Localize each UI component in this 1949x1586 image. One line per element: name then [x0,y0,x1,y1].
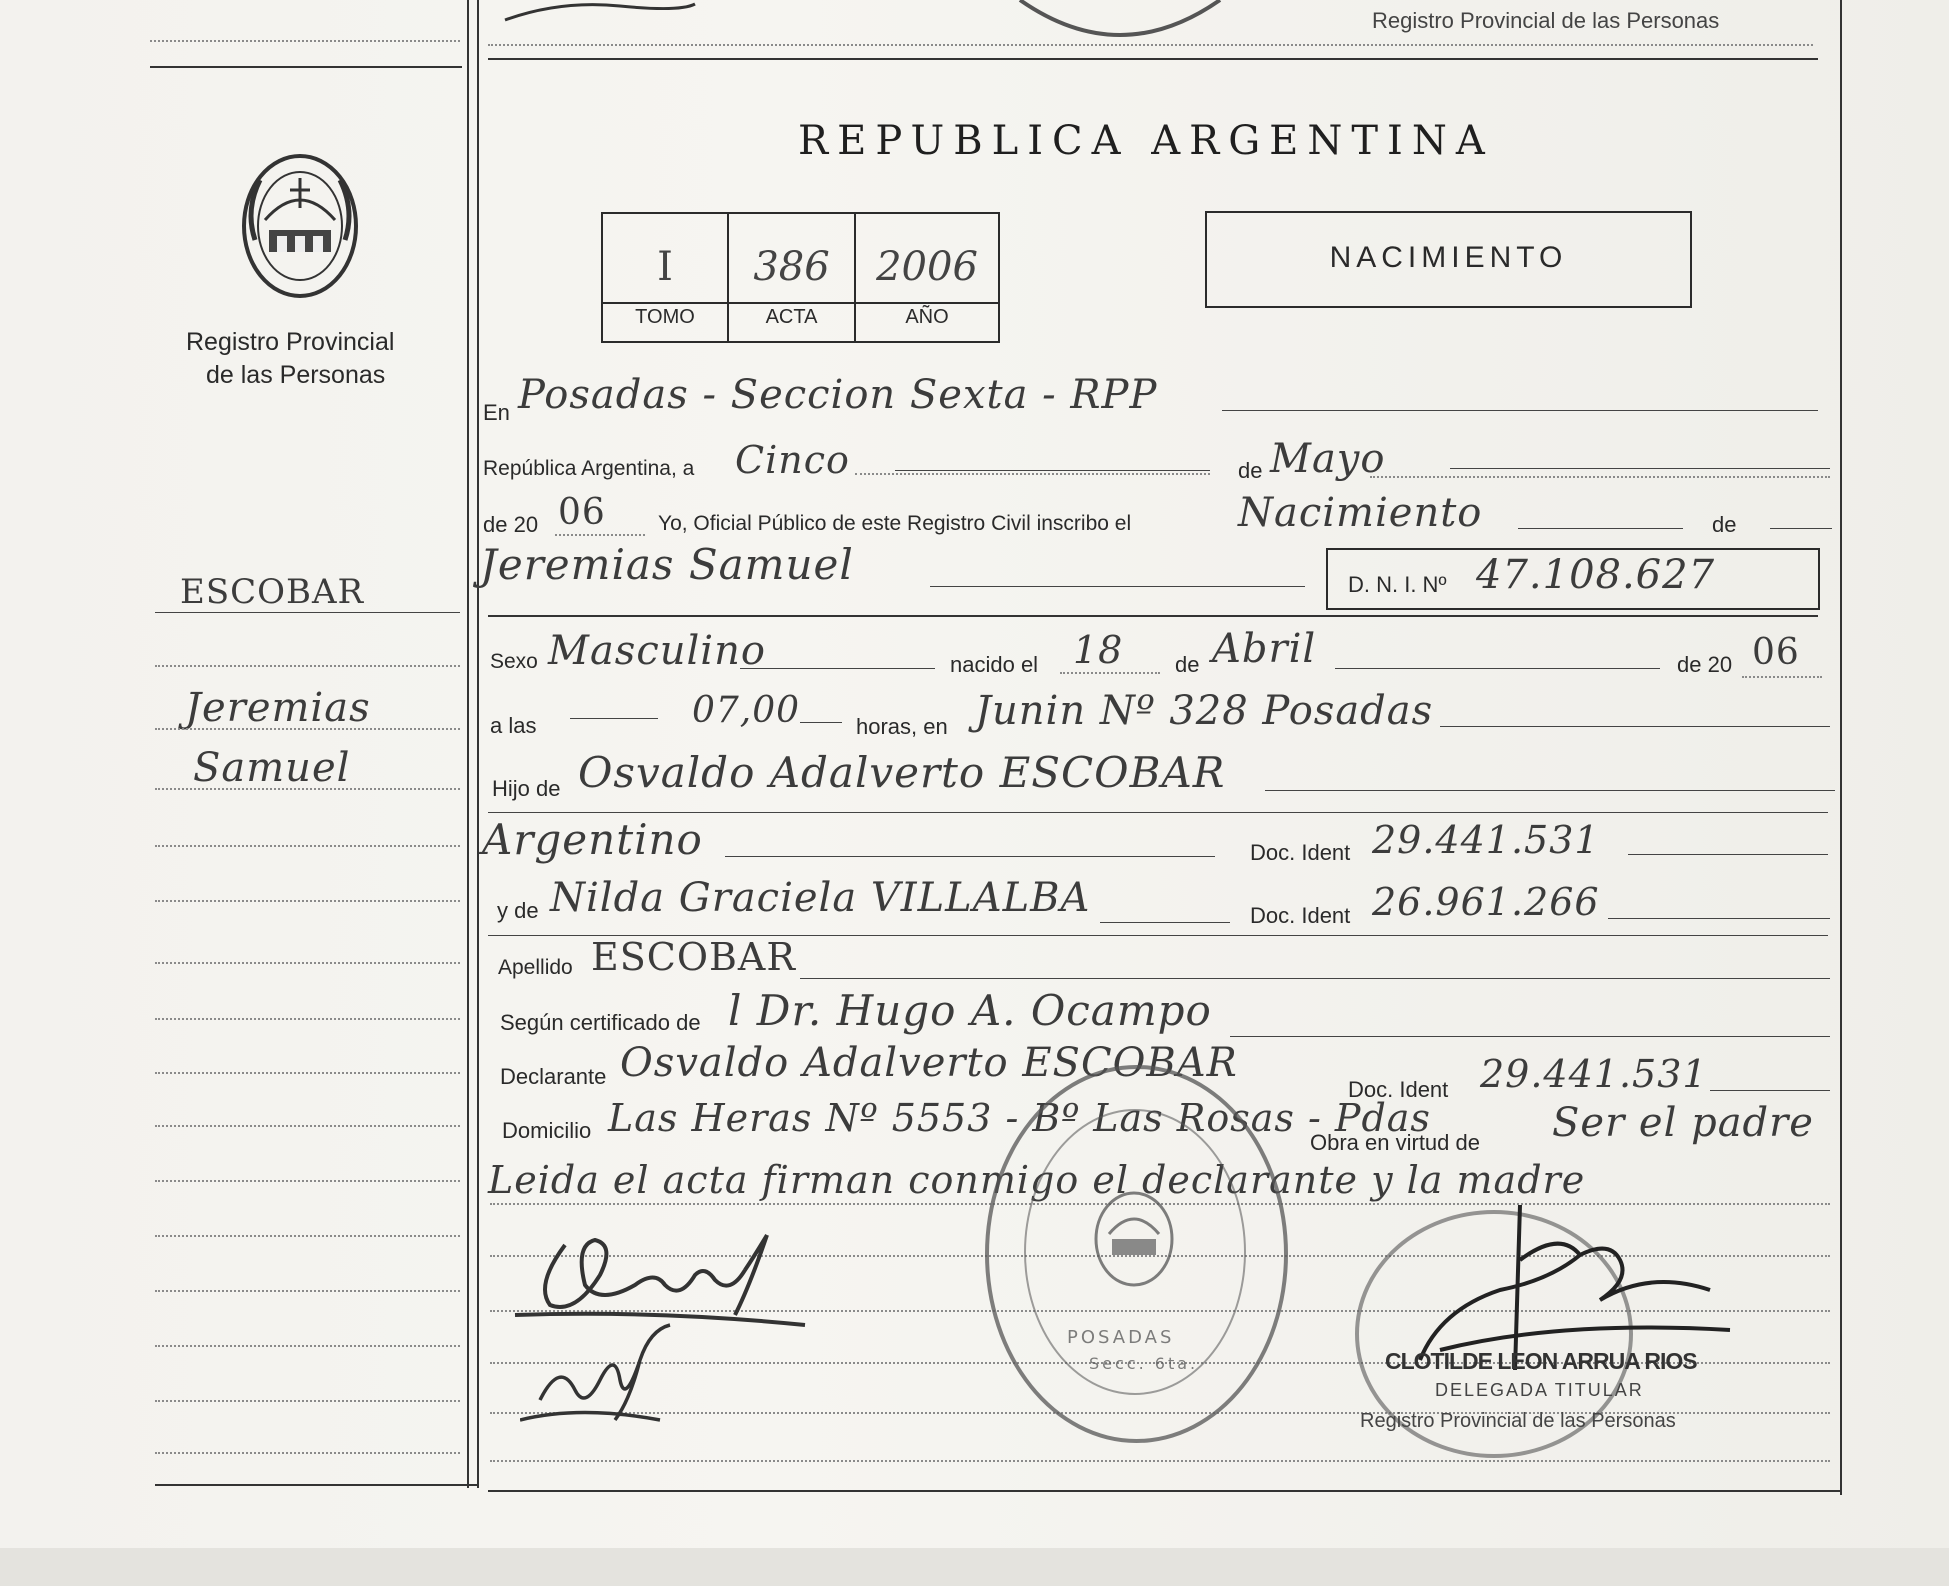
sidebar-dotted-line [155,1072,460,1074]
declarante-value: Osvaldo Adalverto ESCOBAR [620,1040,1238,1086]
acta-label: ACTA [765,306,818,328]
stamp-emblem-icon [1084,1189,1184,1289]
sidebar-given-name-1: Jeremias [185,685,371,731]
event-value: Nacimiento [1238,490,1483,536]
sidebar-dotted-line [155,1452,460,1454]
en-value: Posadas - Seccion Sexta - RPP [518,372,1158,418]
record-type-label: NACIMIENTO [1329,241,1568,274]
event-de-line [1770,528,1832,529]
sexo-value: Masculino [548,628,766,674]
tomo-label: TOMO [635,306,695,328]
republica-dots [855,473,1210,475]
declarante-doc: 29.441.531 [1480,1052,1708,1096]
stub-separator-left [467,0,469,1488]
birth-time: 07,00 [692,690,801,731]
sidebar-dotted-line [155,788,460,790]
father-doc: 29.441.531 [1372,818,1600,862]
sexo-line [740,668,935,669]
republica-label: República Argentina, a [483,457,695,480]
alas-line [570,718,658,719]
birth-year-suffix: 06 [1752,632,1800,673]
official-registry: Registro Provincial de las Personas [1360,1410,1676,1432]
certificado-value: l Dr. Hugo A. Ocampo [728,986,1212,1035]
mother-doc-label: Doc. Ident [1250,903,1351,928]
country-title: REPUBLICA ARGENTINA [798,118,1494,164]
sidebar-dotted-line [155,665,460,667]
mother-doc: 26.961.266 [1372,880,1600,924]
declarante-line [1710,1090,1830,1091]
sidebar-surname-rule [155,612,460,613]
sidebar-dotted-line [155,1180,460,1182]
father-nationality-line [725,856,1215,857]
father-nationality: Argentino [482,815,703,864]
birth-place-line [1440,726,1830,727]
month-value: Mayo [1270,436,1386,482]
alas-label: a las [490,713,537,738]
obra-value: Ser el padre [1552,1100,1814,1146]
en-line [1222,410,1818,411]
birth-de-label: de [1175,652,1200,677]
signature-dotted-line [490,1460,1830,1462]
sidebar-dotted-line [155,728,460,730]
yde-label: y de [497,898,539,923]
section-rule [488,615,1818,617]
birth-time-line [800,722,842,723]
year-prefix: de 20 [483,512,539,537]
stamp-section: Secc. 6ta. [1089,1354,1199,1373]
apellido-label: Apellido [498,956,573,979]
domicilio-label: Domicilio [502,1118,592,1143]
mother-name: Nilda Graciela VILLALBA [550,875,1091,921]
sidebar-given-name-2: Samuel [193,745,351,791]
record-id-cell-acta [729,214,856,341]
domicilio-value: Las Heras Nº 5553 - Bº Las Rosas - Pdas [608,1096,1431,1140]
provincial-seal-icon [235,150,365,300]
top-rule [488,58,1818,60]
nacido-label: nacido el [950,652,1039,677]
event-line [1518,528,1683,529]
sidebar-top-dotted-line [150,40,460,42]
child-name-line [930,586,1305,587]
sexo-label: Sexo [490,650,538,673]
declarant-signature [505,1215,825,1335]
bottom-rule [488,1490,1840,1492]
sidebar-dotted-line [155,1018,460,1020]
sidebar-dotted-line [155,1400,460,1402]
obra-label: Obra en virtud de [1310,1130,1480,1155]
birth-day: 18 [1073,628,1124,672]
father-doc-label: Doc. Ident [1250,840,1351,865]
sidebar-registry-line2: de las Personas [206,361,386,389]
dni-label: D. N. I. Nº [1348,572,1447,597]
stub-separator-right [477,0,479,1488]
birth-month: Abril [1212,626,1317,672]
father-name-line-2 [488,812,1828,813]
child-name: Jeremias Samuel [480,540,854,589]
en-label: En [483,400,510,425]
year-dots [555,534,645,536]
sidebar-dotted-line [155,962,460,964]
record-type-box [1205,211,1692,308]
republica-day: Cinco [735,438,850,482]
event-de-label: de [1712,512,1737,537]
mother-name-line [1100,922,1230,923]
sidebar-dotted-line [155,1125,460,1127]
record-id-table [601,212,1000,343]
stamp-city: POSADAS [1067,1327,1175,1348]
birth-place: Junin Nº 328 Posadas [975,688,1434,734]
anio-label: AÑO [905,306,949,328]
mother-signature [520,1320,680,1430]
birth-day-dots [1060,672,1160,674]
sidebar-dotted-line [155,1235,460,1237]
segun-label: Según certificado de [500,1010,701,1035]
hijo-label: Hijo de [492,776,561,801]
leida-text: Leida el acta firman conmigo el declarante y la madre [488,1158,1586,1202]
father-name: Osvaldo Adalverto ESCOBAR [578,748,1226,797]
sidebar-dotted-line [155,1290,460,1292]
sidebar-registry-line1: Registro Provincial [186,328,395,356]
year-suffix: 06 [558,492,606,533]
official-name: CLOTILDE LEON ARRUA RIOS [1385,1348,1697,1374]
birth-month-line [1335,668,1660,669]
mother-doc-line [1608,918,1830,919]
month-line [1450,468,1830,469]
oficial-text: Yo, Oficial Público de este Registro Civil inscribo el [658,512,1132,535]
page-right-border [1840,0,1842,1495]
sidebar-dotted-line [155,845,460,847]
sidebar-top-rule [150,66,462,68]
birth-year-prefix: de 20 [1677,652,1733,677]
page-bottom-edge [0,1548,1949,1586]
official-title: DELEGADA TITULAR [1435,1380,1644,1400]
sidebar-dotted-line [155,900,460,902]
certificado-line [1230,1036,1830,1037]
apellido-value: ESCOBAR [591,935,796,979]
sidebar-surname: ESCOBAR [180,572,365,612]
top-dotted-line [488,44,1813,46]
dni-value: 47.108.627 [1476,552,1716,598]
record-id-cell-tomo [603,214,729,341]
acta-value: 386 [753,244,830,290]
dni-box [1326,548,1820,610]
top-stamp-fragment [1010,0,1230,45]
sidebar-dotted-line [155,1345,460,1347]
apellido-line [800,978,1830,979]
civil-registry-oval-stamp [985,1065,1288,1443]
horas-label: horas, en [856,714,948,739]
republica-line [895,470,1210,471]
declarante-label: Declarante [500,1064,607,1089]
top-signature-fragment [500,0,700,30]
birth-year-dots [1742,676,1822,678]
declarante-doc-label: Doc. Ident [1348,1077,1449,1102]
sidebar-bottom-rule [155,1484,477,1486]
anio-value: 2006 [876,244,978,290]
father-name-line [1265,790,1835,791]
month-de-label: de [1238,458,1263,483]
tomo-value: I [657,244,673,290]
top-registry-stamp-text: Registro Provincial de las Personas [1372,8,1720,33]
father-doc-line [1628,854,1828,855]
record-id-cell-anio [856,214,998,341]
month-dots [1370,476,1830,478]
